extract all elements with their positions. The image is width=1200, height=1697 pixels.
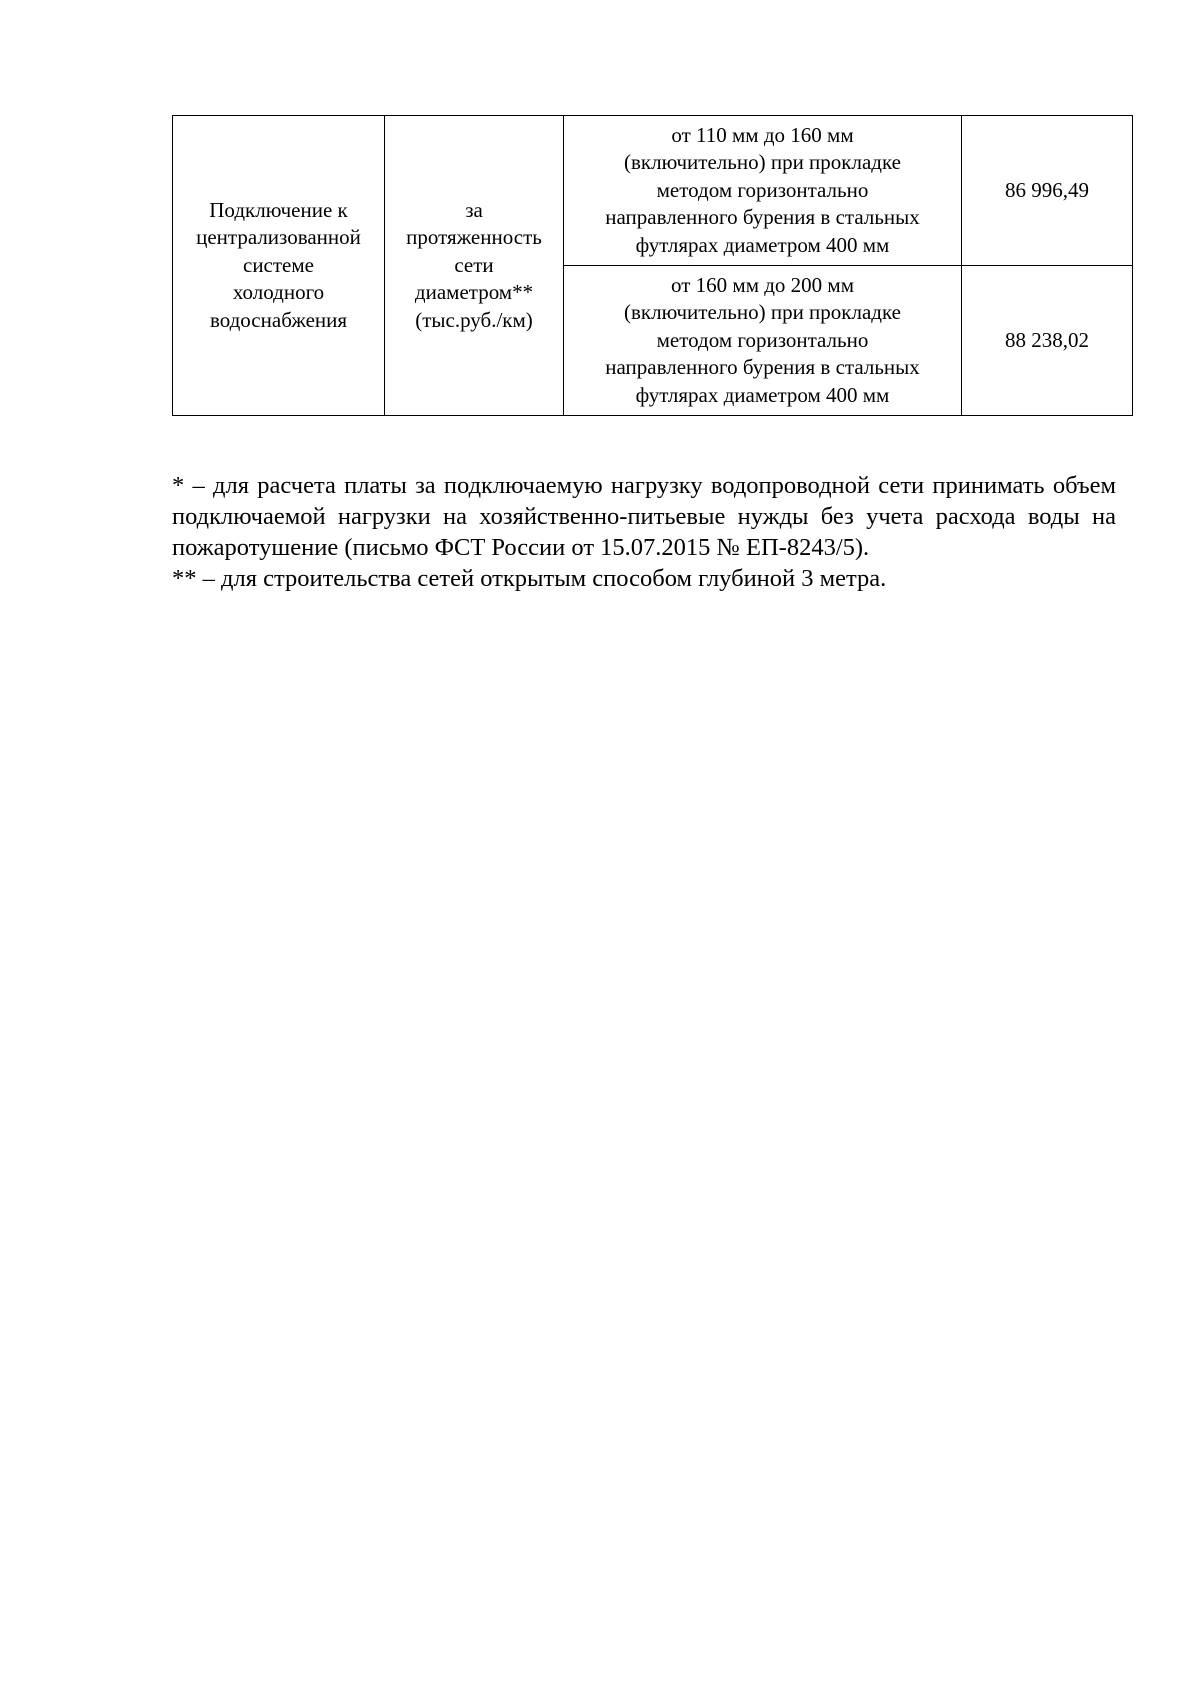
unit-cell (385, 116, 564, 416)
description-text: от 160 мм до 200 мм (включительно) при прокладке методом горизонтально направленного бурения в стальных футлярах диаметром 400 мм (605, 272, 920, 407)
service-cell (173, 116, 385, 416)
footnote-single-asterisk: * – для расчета платы за подключаемую нагрузку водопроводной сети принимать объем подключаемой нагрузки на хозяйственно-питьевые нужды без учета расхода воды на пожаротушение (письмо ФСТ России от 15.07.2015 № ЕП-8243/5). (172, 472, 1116, 561)
value-text: 86 996,49 (1005, 177, 1089, 202)
value-cell (962, 116, 1133, 266)
description-cell (564, 116, 962, 266)
description-cell (564, 266, 962, 416)
tariff-table (172, 115, 1133, 416)
unit-text: за протяженность сети диаметром** (тыс.руб./км) (406, 197, 542, 332)
table-row (173, 116, 1133, 266)
service-text: Подключение к централизованной системе холодного водоснабжения (196, 197, 361, 332)
footnotes (172, 470, 1116, 594)
value-cell (962, 266, 1133, 416)
footnote-double-asterisk: ** – для строительства сетей открытым способом глубиной 3 метра. (172, 565, 887, 592)
description-text: от 110 мм до 160 мм (включительно) при прокладке методом горизонтально направленного бурения в стальных футлярах диаметром 400 мм (605, 122, 920, 257)
value-text: 88 238,02 (1005, 327, 1089, 352)
